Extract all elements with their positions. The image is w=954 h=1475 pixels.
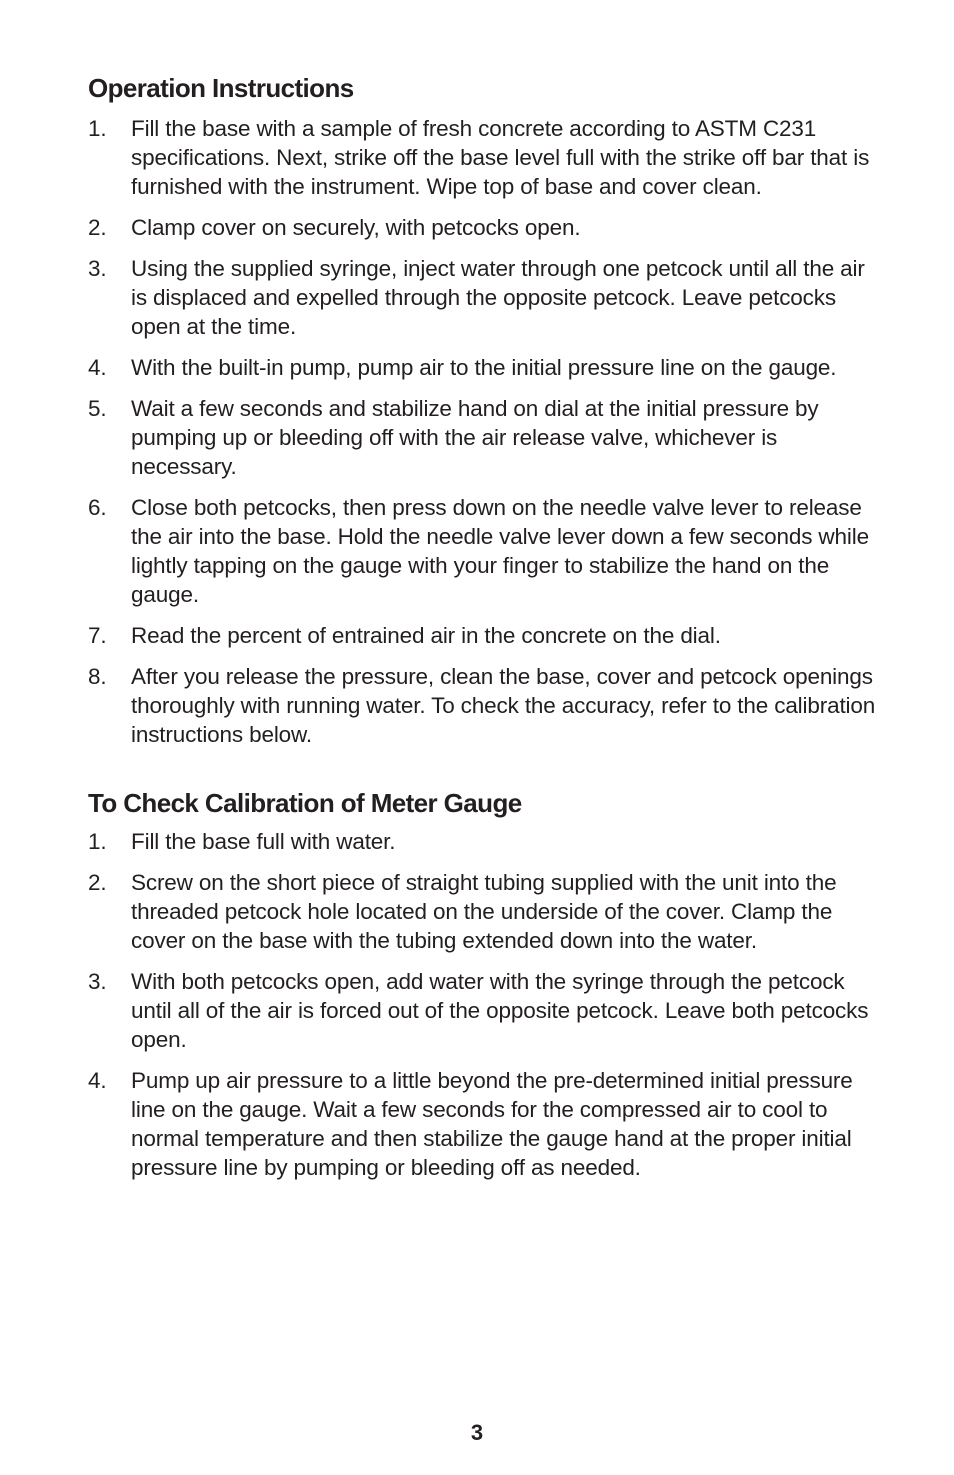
list-item <box>88 868 878 955</box>
step-text: After you release the pressure, clean the base, cover and petcock openings thoroughly with running water. To check the accuracy, refer to the calibration instructions below. <box>131 664 876 747</box>
step-number: 3. <box>88 969 107 994</box>
calibration-steps-list <box>88 827 878 1182</box>
list-item <box>88 114 878 201</box>
step-text: Pump up air pressure to a little beyond the pre-determined initial pressure line on the gauge. Wait a few seconds for the compressed air to cool to normal temperature and then stabilize the gauge hand at the proper initial pressure line by pumping or bleeding off as needed. <box>131 1068 853 1180</box>
list-item <box>88 394 878 481</box>
section-heading-calibration: To Check Calibration of Meter Gauge <box>88 788 522 818</box>
list-item <box>88 662 878 749</box>
step-text: Clamp cover on securely, with petcocks open. <box>131 215 581 240</box>
step-number: 3. <box>88 256 107 281</box>
step-text: Fill the base with a sample of fresh concrete according to ASTM C231 specifications. Next, strike off the base level full with the strike off bar that is furnished with the instrument. Wipe top of base and cover clean. <box>131 116 870 199</box>
step-text: Fill the base full with water. <box>131 829 396 854</box>
list-item <box>88 213 878 242</box>
step-text: Using the supplied syringe, inject water through one petcock until all the air is displaced and expelled through the opposite petcock. Leave petcocks open at the time. <box>131 256 865 339</box>
step-number: 2. <box>88 215 107 240</box>
step-text: Read the percent of entrained air in the concrete on the dial. <box>131 623 721 648</box>
step-number: 6. <box>88 495 107 520</box>
step-number: 4. <box>88 1068 107 1093</box>
step-number: 1. <box>88 829 107 854</box>
list-item <box>88 353 878 382</box>
list-item <box>88 1066 878 1182</box>
step-text: Wait a few seconds and stabilize hand on dial at the initial pressure by pumping up or bleeding off with the air release valve, whichever is necessary. <box>131 396 819 479</box>
operation-steps-list <box>88 114 878 749</box>
list-item <box>88 827 878 856</box>
list-item <box>88 621 878 650</box>
list-item <box>88 967 878 1054</box>
list-item <box>88 254 878 341</box>
step-number: 8. <box>88 664 107 689</box>
step-number: 2. <box>88 870 107 895</box>
page-number: 3 <box>470 1420 484 1445</box>
step-number: 4. <box>88 355 107 380</box>
step-number: 5. <box>88 396 107 421</box>
step-text: Close both petcocks, then press down on the needle valve lever to release the air into the base. Hold the needle valve lever down a few seconds while lightly tapping on the gauge with your finger to stabilize the hand on the gauge. <box>131 495 869 607</box>
list-item <box>88 493 878 609</box>
section-heading-operation: Operation Instructions <box>88 73 354 103</box>
step-text: Screw on the short piece of straight tubing supplied with the unit into the threaded petcock hole located on the underside of the cover. Clamp the cover on the base with the tubing extended down into the water. <box>131 870 837 953</box>
step-text: With both petcocks open, add water with the syringe through the petcock until all of the air is forced out of the opposite petcock. Leave both petcocks open. <box>131 969 869 1052</box>
step-number: 1. <box>88 116 107 141</box>
step-text: With the built-in pump, pump air to the initial pressure line on the gauge. <box>131 355 837 380</box>
page-content <box>88 70 878 1194</box>
step-number: 7. <box>88 623 107 648</box>
